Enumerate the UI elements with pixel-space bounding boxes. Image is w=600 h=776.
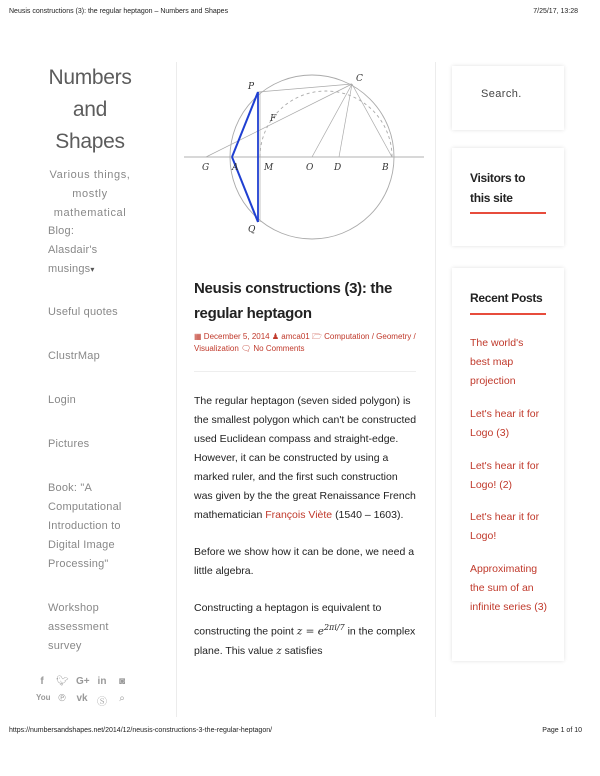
post-meta (194, 331, 419, 355)
p1-end: (1540 – 1603). (335, 509, 404, 521)
left-sidebar (36, 62, 176, 223)
label-d: D (334, 163, 342, 173)
post-date[interactable]: December 5, 2014 (203, 332, 270, 341)
post-comments-link[interactable]: No Comments (253, 344, 305, 353)
math-z: z (276, 644, 282, 657)
folder-icon: 🗁︎ (311, 332, 322, 341)
segment-dc (339, 84, 352, 157)
neusis-line (206, 84, 352, 157)
print-header-datetime: 7/25/17, 13:28 (533, 8, 578, 15)
google-plus-icon[interactable]: G+ (76, 676, 90, 687)
search-icon[interactable]: ⌕ (119, 693, 125, 704)
skype-icon[interactable]: Ⓢ (97, 697, 107, 708)
caret-down-icon[interactable]: ▾ (90, 265, 95, 274)
label-p: P (248, 82, 255, 92)
print-footer-page: Page 1 of 10 (542, 727, 582, 734)
social-links (36, 676, 136, 714)
p1-text: The regular heptagon (seven sided polygon) is the smallest polygon which can't be constructed used Euclidean compass and straight-edge. However, it can be constructed by using a marked ruler, and the first such construction was given by the the great Renaissance French mathematician (194, 395, 417, 521)
label-f: F (270, 114, 277, 124)
radius-oc (312, 84, 352, 157)
recent-post-link[interactable]: Let's hear it for Logo (3) (470, 408, 540, 439)
heptagon-construction-figure (184, 72, 424, 247)
p3-tail: satisfies (284, 644, 323, 657)
site-description: Various things, mostly mathematical (49, 169, 131, 219)
pinterest-icon[interactable]: ℗ (58, 693, 66, 704)
site-title[interactable]: Numbers and Shapes (48, 66, 132, 153)
nav-item-useful-quotes[interactable]: Useful quotes (48, 306, 118, 318)
instagram-icon[interactable]: ◙ (118, 676, 126, 687)
recent-post-link[interactable]: Approximating the sum of an infinite series (3) (470, 563, 548, 613)
nav-item-blog[interactable] (48, 222, 118, 279)
print-footer-url: https://numbersandshapes.net/2014/12/neusis-constructions-3-the-regular-heptagon/ (9, 727, 273, 734)
column-divider-left (176, 62, 177, 717)
user-icon: ♟ (271, 332, 280, 341)
nav-item-label: Blog: Alasdair's musings (48, 225, 98, 275)
linkedin-icon[interactable]: in (97, 676, 107, 687)
label-b: B (382, 163, 389, 173)
search-input[interactable]: Search. (481, 88, 522, 100)
visitors-title: Visitors to this site (470, 171, 526, 205)
label-g: G (202, 163, 210, 173)
segment-bc (352, 84, 392, 157)
youtube-icon[interactable]: You (36, 693, 51, 702)
main-nav (48, 222, 160, 656)
recent-posts-underline (470, 313, 546, 315)
nav-item-login[interactable]: Login (48, 394, 76, 406)
label-o: O (306, 163, 314, 173)
post-content (194, 392, 419, 679)
nav-item-pictures[interactable]: Pictures (48, 438, 90, 450)
paragraph-1 (194, 392, 419, 525)
heptagon-edge-upper (232, 92, 258, 157)
meta-separator (194, 371, 416, 372)
print-header-title: Neusis constructions (3): the regular heptagon – Numbers and Shapes (9, 8, 229, 15)
label-q: Q (248, 225, 256, 235)
twitter-icon[interactable]: 🐦︎ (56, 676, 69, 687)
recent-post-link[interactable]: Let's hear it for Logo! (470, 511, 540, 542)
recent-post-link[interactable]: The world's best map projection (470, 337, 524, 387)
viete-link[interactable]: François Viète (265, 509, 333, 521)
recent-post-link[interactable]: Let's hear it for Logo! (2) (470, 460, 540, 491)
column-divider-right (435, 62, 436, 717)
paragraph-2: Before we show how it can be done, we need a little algebra. (194, 546, 415, 577)
calendar-icon: ▦ (194, 332, 202, 341)
paragraph-3 (194, 599, 419, 661)
vk-icon[interactable]: vk (76, 693, 88, 704)
nav-item-clustrmap[interactable]: ClustrMap (48, 350, 100, 362)
post-categories[interactable]: Computation / Geometry / Visualization (194, 332, 416, 353)
p3-start: Constructing a heptagon is equivalent to constructing the point (194, 602, 382, 638)
recent-posts-widget (452, 268, 564, 661)
label-m: M (264, 163, 274, 173)
nav-item-book[interactable]: Book: "A Computational Introduction to Digital Image Processing" (48, 482, 122, 570)
math-exponent: 2πi/7 (323, 623, 345, 632)
recent-posts-title: Recent Posts (470, 291, 543, 305)
facebook-icon[interactable]: f (40, 676, 44, 687)
post-author[interactable]: amca01 (281, 332, 310, 341)
visitors-widget (452, 148, 564, 246)
post-title[interactable]: Neusis constructions (3): the regular heptagon (194, 280, 392, 322)
visitors-title-underline (470, 212, 546, 214)
nav-item-workshop-survey[interactable]: Workshop assessment survey (48, 602, 109, 652)
label-c: C (356, 74, 363, 84)
p3-end: in the complex plane. This value (194, 625, 416, 657)
label-a: A (232, 163, 239, 173)
comments-icon: 🗨︎ (241, 344, 252, 353)
search-widget (452, 66, 564, 130)
math-z-eq: z = e (296, 625, 324, 638)
